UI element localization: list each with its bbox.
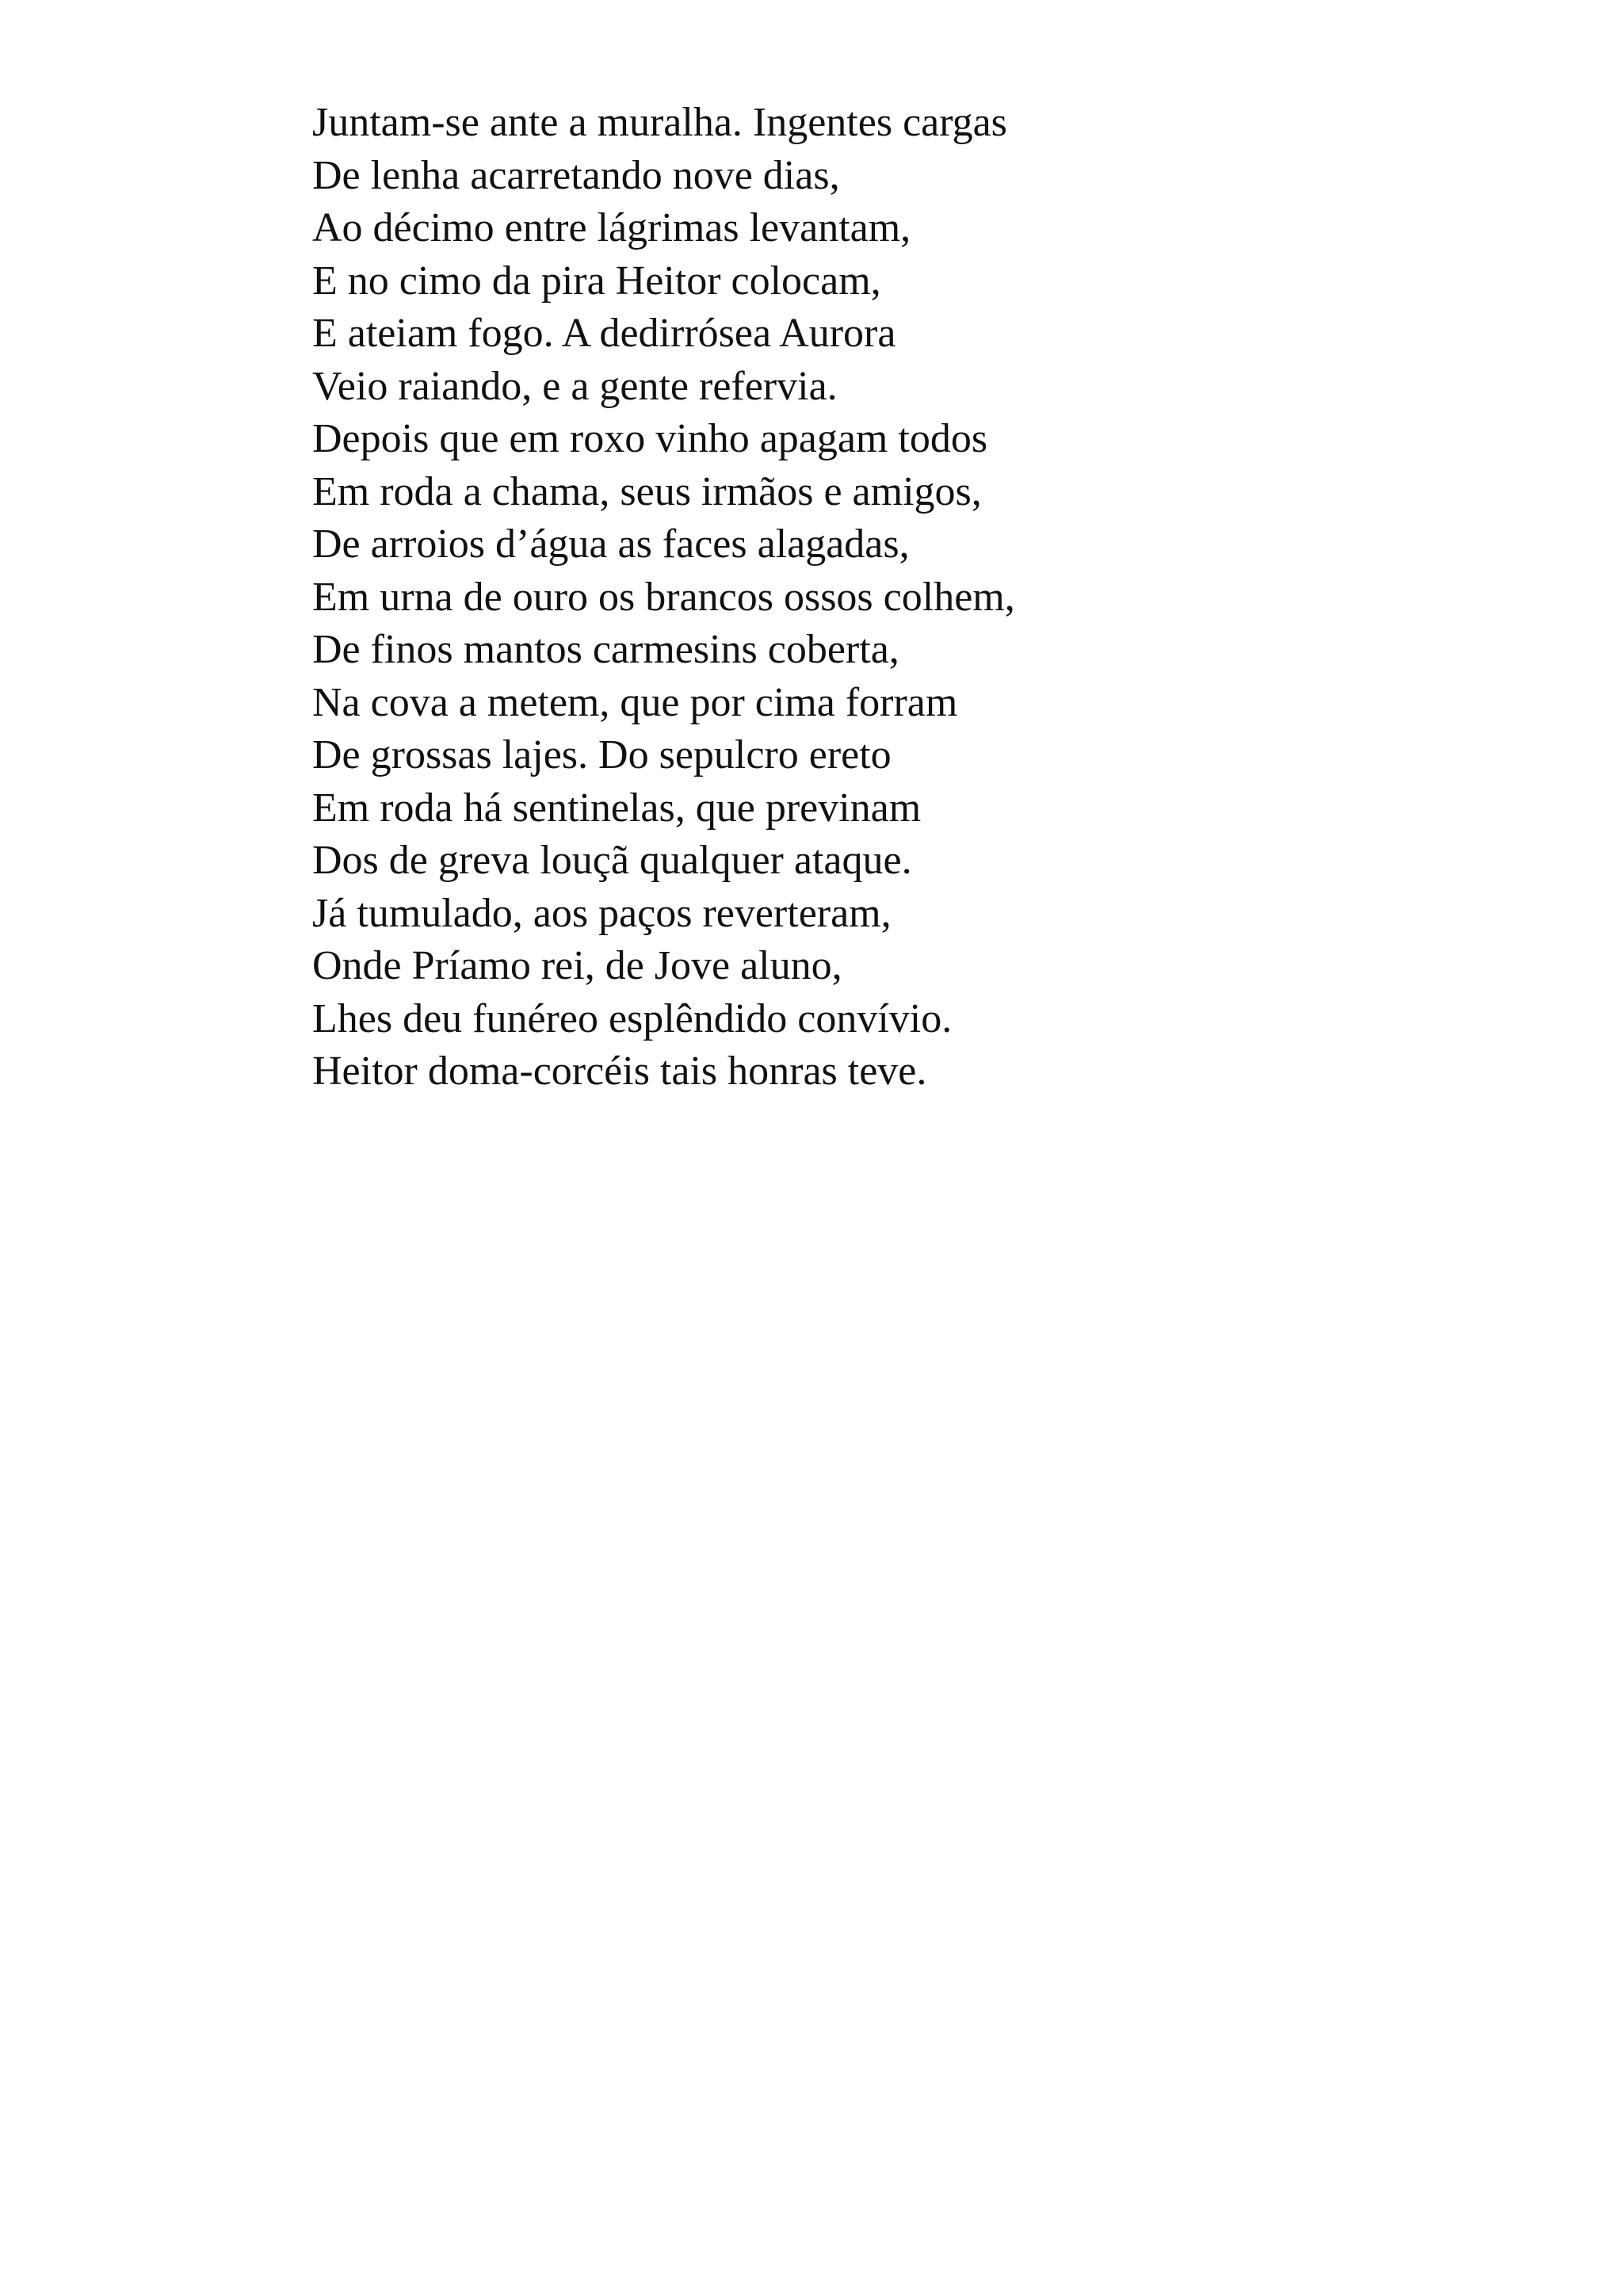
poem-line-5: E ateiam fogo. A dedirrósea Aurora	[312, 311, 896, 356]
poem-line-17: Onde Príamo rei, de Jove aluno,	[312, 943, 842, 988]
poem-line-1: Juntam-se ante a muralha. Ingentes cargas	[312, 100, 1007, 145]
poem-line-19: Heitor doma-corcéis tais honras teve.	[312, 1049, 927, 1094]
poem-text	[312, 97, 1501, 1098]
poem-line-15: Dos de greva louçã qualquer ataque.	[312, 838, 912, 883]
poem-line-13: De grossas lajes. Do sepulcro ereto	[312, 732, 892, 777]
poem-line-2: De lenha acarretando nove dias,	[312, 152, 840, 198]
poem-line-9: De arroios d’água as faces alagadas,	[312, 521, 910, 567]
poem-line-14: Em roda há sentinelas, que previnam	[312, 785, 922, 831]
poem-line-3: Ao décimo entre lágrimas levantam,	[312, 205, 911, 250]
poem-line-10: Em urna de ouro os brancos ossos colhem,	[312, 574, 1015, 620]
poem-line-18: Lhes deu funéreo esplêndido convívio.	[312, 995, 953, 1041]
poem-line-7: Depois que em roxo vinho apagam todos	[312, 416, 988, 461]
poem-line-16: Já tumulado, aos paços reverteram,	[312, 890, 892, 936]
poem-line-6: Veio raiando, e a gente refervia.	[312, 363, 838, 409]
poem-line-4: E no cimo da pira Heitor colocam,	[312, 258, 881, 304]
poem-line-11: De finos mantos carmesins coberta,	[312, 627, 899, 672]
poem-line-12: Na cova a metem, que por cima forram	[312, 679, 958, 725]
poem-line-8: Em roda a chama, seus irmãos e amigos,	[312, 468, 982, 514]
